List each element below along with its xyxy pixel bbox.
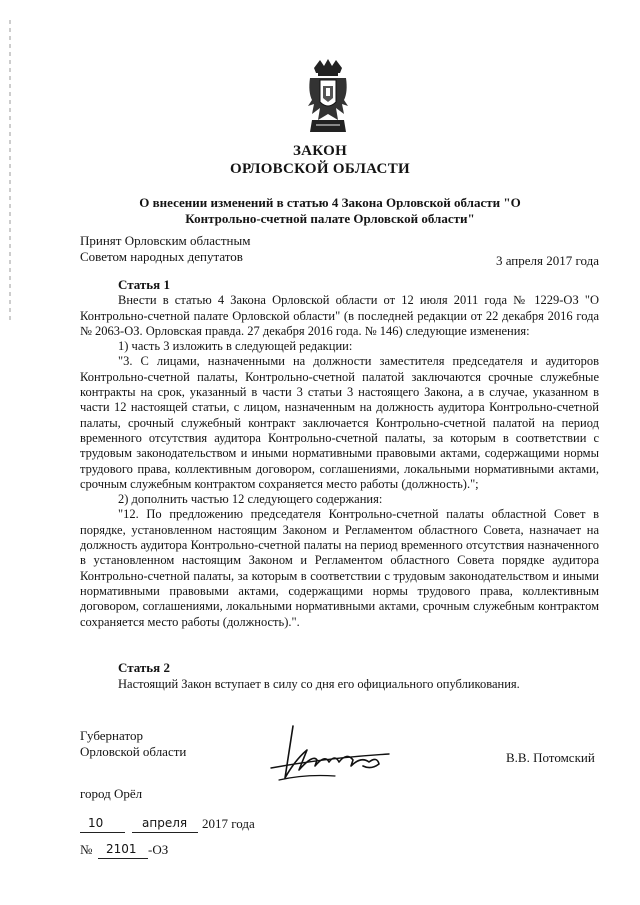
adopted-line-2: Советом народных депутатов — [80, 249, 243, 264]
signing-year: 2017 года — [202, 816, 255, 831]
signing-day: 10 — [88, 816, 104, 830]
law-number — [80, 842, 220, 862]
law-number-prefix: № — [80, 842, 93, 857]
article-1-intro: Внести в статью 4 Закона Орловской области от 12 июля 2011 года № 1229-ОЗ "О Контрольно-счетной палате Орловской области" (в последней редакции от 22 декабря 2016 года № 2063-ОЗ. Орловская правда. 27 декабря 2016 года. № 146) следующие изменения: — [80, 293, 599, 338]
signer-role-line-2: Орловской области — [80, 744, 187, 759]
article-1-item-2-intro: 2) дополнить частью 12 следующего содержания: — [118, 492, 383, 507]
article-1-item-2-text: "12. По предложению председателя Контрольно-счетной палаты областной Совет в порядке, установленном настоящим Законом и Регламентом областного Совета, назначает на должность аудитора Контрольно-счетной палаты на период временного отсутствия назначенного в установленном настоящим Законом и Регламентом областного Совета порядке аудитора Контрольно-счетной палаты, за которым в соответствии с трудовым законодательством и иными нормативными правовыми актами, содержащими нормы трудового права, коллективным договором, соглашениями, локальными нормативными актами, срочным служебным контрактом сохраняется место работы (должность).". — [80, 507, 599, 629]
law-subject: О внесении изменений в статью 4 Закона Орловской области "О Контрольно-счетной палате Орловской области" — [139, 195, 521, 226]
signer-role — [80, 728, 186, 760]
article-1 — [80, 277, 599, 630]
law-number-value: 2101 — [106, 842, 137, 856]
article-2 — [80, 660, 599, 693]
law-title: ЗАКОН — [292, 143, 348, 159]
adoption-date: 3 апреля 2017 года — [495, 253, 599, 268]
article-1-title: Статья 1 — [118, 277, 170, 292]
article-2-title: Статья 2 — [118, 660, 170, 675]
region-title: ОРЛОВСКОЙ ОБЛАСТИ — [230, 161, 410, 177]
adopted-by — [80, 233, 250, 265]
coat-of-arms-emblem — [306, 58, 350, 136]
signing-month: апреля — [142, 816, 188, 830]
article-1-item-1-text: "3. С лицами, назначенными на должности заместителя председателя и аудиторов Контрольно-счетной палаты, Контрольно-счетной палатой заключаются срочные служебные контракты на срок, указанный в части 3 статьи 3 настоящего Закона, а в случае, указанном в части 12 настоящей статьи, с лицом, назначенным на должность аудитора Контрольно-счетной палаты, срочный служебный контракт заключается Контрольно-счетной палатой на период временного отсутствия аудитора Контрольно-счетной палаты, за которым в соответствии с трудовым законодательством и иными нормативными правовыми актами, содержащими нормы трудового права, коллективным договором, соглашениями, локальными нормативными актами, срочным служебным контрактом сохраняется место работы (должность)."; — [80, 354, 599, 491]
city: город Орёл — [80, 786, 143, 801]
handwritten-signature — [265, 720, 395, 790]
signer-name: В.В. Потомский — [506, 750, 595, 765]
article-1-item-1-intro: 1) часть 3 изложить в следующей редакции: — [118, 339, 353, 354]
signer-role-line-1: Губернатор — [80, 728, 143, 743]
signing-date — [80, 816, 280, 836]
article-2-text: Настоящий Закон вступает в силу со дня его официального опубликования. — [118, 677, 520, 692]
adopted-line-1: Принят Орловским областным — [80, 233, 251, 248]
law-number-suffix: -ОЗ — [148, 842, 169, 857]
